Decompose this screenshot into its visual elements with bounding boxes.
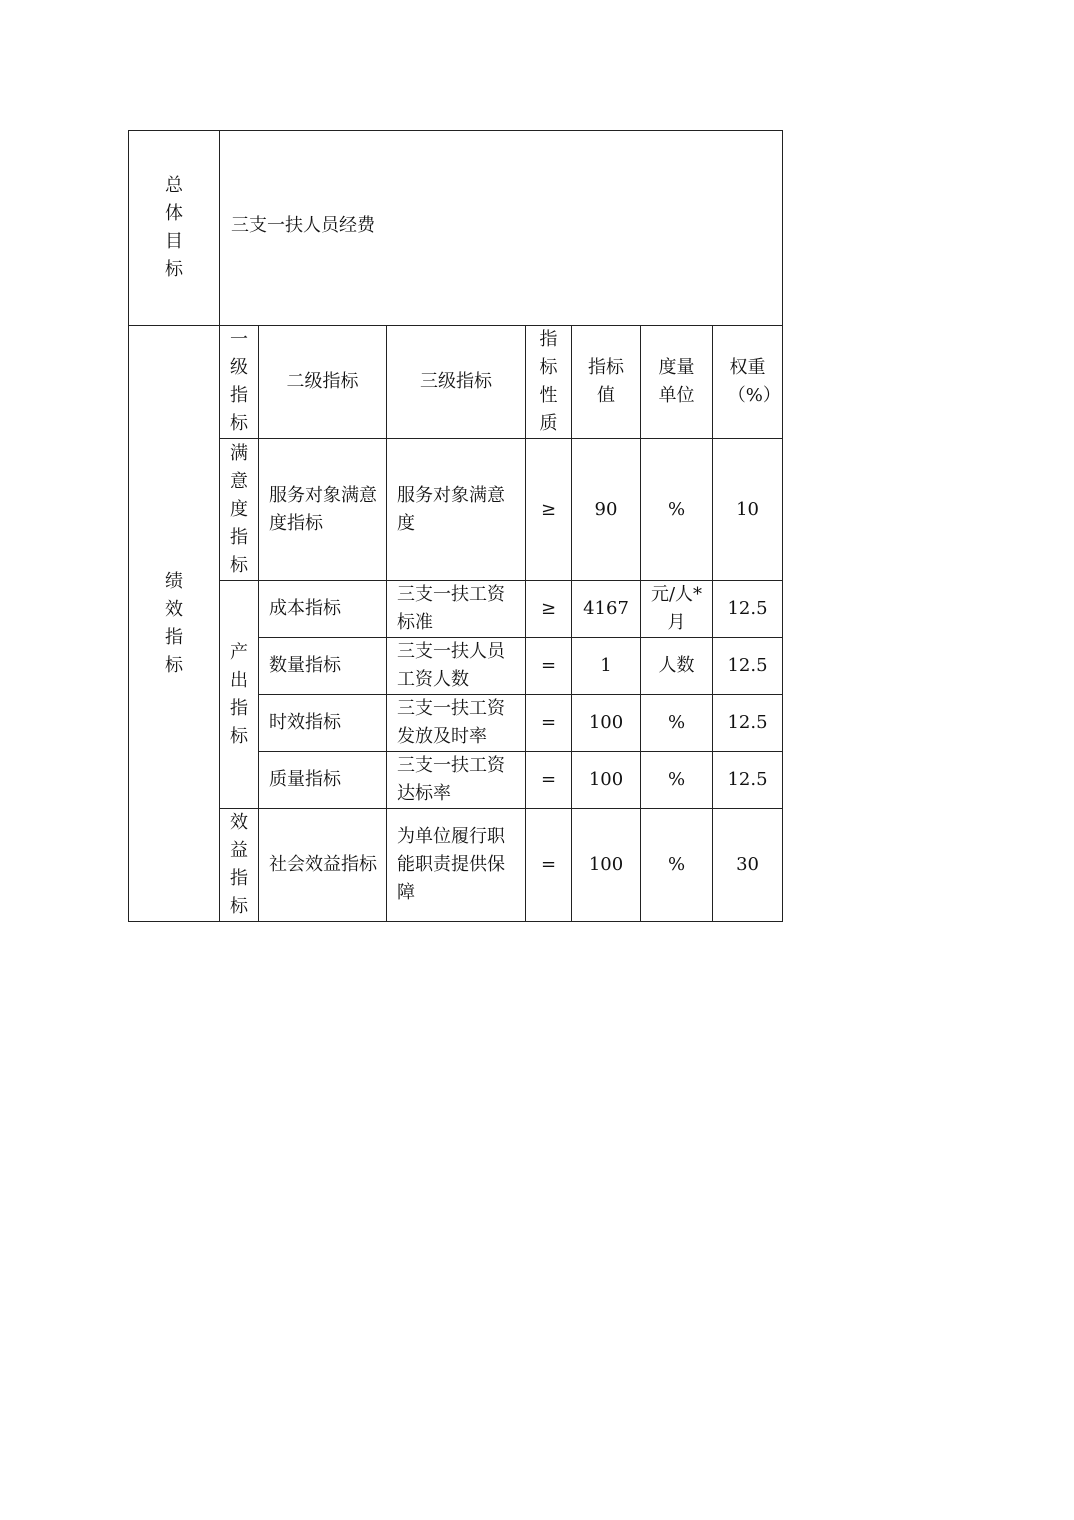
- performance-goal-table: [128, 130, 783, 922]
- nature-value: =: [540, 655, 557, 676]
- nature-value: =: [540, 712, 557, 733]
- overall-goal-label-cell: [129, 131, 220, 326]
- header-level1: 一级指标: [230, 329, 248, 434]
- unit-value: 人数: [658, 655, 695, 676]
- header-weight: 权重（%）: [727, 357, 781, 406]
- level2-label: 服务对象满意度指标: [269, 484, 377, 534]
- value-cell: [572, 581, 641, 638]
- level1-label: 产出指标: [230, 641, 248, 747]
- unit-cell: [641, 581, 713, 638]
- unit-value: %: [667, 854, 686, 875]
- weight-value: 30: [736, 854, 759, 875]
- nature-cell: [526, 809, 572, 922]
- weight-value: 10: [736, 498, 759, 520]
- header-unit-cell: [641, 326, 713, 439]
- level1-cell: [220, 809, 259, 922]
- header-nature-cell: [526, 326, 572, 439]
- table-row: [129, 809, 783, 922]
- level3-label: 为单位履行职能职责提供保障: [397, 826, 505, 903]
- unit-value: %: [667, 769, 686, 790]
- nature-value: =: [540, 769, 557, 790]
- level2-label: 成本指标: [269, 598, 341, 619]
- weight-value: 12.5: [727, 712, 768, 733]
- level3-label: 服务对象满意度: [397, 484, 505, 534]
- performance-label-cell: [129, 326, 220, 922]
- indicator-value: 100: [588, 712, 624, 733]
- level2-cell: [259, 695, 387, 752]
- nature-value: ≥: [540, 598, 557, 619]
- nature-value: ≥: [540, 498, 557, 520]
- overall-goal-content: 三支一扶人员经费: [231, 215, 375, 236]
- level2-cell: [259, 809, 387, 922]
- header-unit: 度量单位: [658, 357, 695, 406]
- level1-cell: [220, 581, 259, 809]
- indicator-value: 90: [594, 498, 618, 520]
- nature-cell: [526, 638, 572, 695]
- unit-cell: [641, 695, 713, 752]
- level1-label: 满意度指标: [230, 442, 248, 576]
- level3-cell: [387, 638, 526, 695]
- nature-value: =: [540, 854, 557, 875]
- level3-cell: [387, 695, 526, 752]
- level3-cell: [387, 581, 526, 638]
- level3-cell: [387, 809, 526, 922]
- indicator-value: 4167: [583, 598, 629, 619]
- weight-value: 12.5: [727, 598, 768, 619]
- indicator-value: 1: [600, 655, 612, 676]
- level2-cell: [259, 752, 387, 809]
- indicator-value: 100: [588, 769, 624, 790]
- overall-goal-row: [129, 131, 783, 326]
- nature-cell: [526, 695, 572, 752]
- level3-label: 三支一扶工资达标率: [397, 755, 505, 804]
- unit-value: %: [667, 498, 686, 520]
- value-cell: [572, 752, 641, 809]
- header-level1-cell: [220, 326, 259, 439]
- weight-value: 12.5: [727, 769, 768, 790]
- level3-cell: [387, 439, 526, 581]
- header-value-cell: [572, 326, 641, 439]
- value-cell: [572, 638, 641, 695]
- weight-cell: [713, 581, 783, 638]
- level2-label: 社会效益指标: [269, 854, 377, 875]
- header-level3-cell: [387, 326, 526, 439]
- level2-label: 数量指标: [269, 655, 341, 676]
- unit-cell: [641, 809, 713, 922]
- level1-cell: [220, 439, 259, 581]
- value-cell: [572, 695, 641, 752]
- weight-cell: [713, 752, 783, 809]
- weight-cell: [713, 809, 783, 922]
- indicator-value: 100: [588, 854, 624, 875]
- level2-label: 质量指标: [269, 769, 341, 790]
- header-nature: 指标性质: [539, 329, 558, 434]
- weight-value: 12.5: [727, 655, 768, 676]
- value-cell: [572, 809, 641, 922]
- weight-cell: [713, 638, 783, 695]
- weight-cell: [713, 695, 783, 752]
- level3-cell: [387, 752, 526, 809]
- overall-goal-content-cell: [220, 131, 783, 326]
- unit-cell: [641, 439, 713, 581]
- table-row: [129, 581, 783, 638]
- level3-label: 三支一扶工资标准: [397, 584, 505, 633]
- level2-cell: [259, 439, 387, 581]
- unit-value: 元/人*月: [650, 584, 703, 633]
- header-level2-cell: [259, 326, 387, 439]
- level3-label: 三支一扶人员工资人数: [397, 641, 505, 690]
- header-weight-cell: [713, 326, 783, 439]
- nature-cell: [526, 439, 572, 581]
- header-level2: 二级指标: [286, 371, 359, 392]
- level2-label: 时效指标: [269, 712, 341, 733]
- unit-value: %: [667, 712, 686, 733]
- table-row: [129, 439, 783, 581]
- unit-cell: [641, 638, 713, 695]
- header-level3: 三级指标: [420, 371, 492, 392]
- level3-label: 三支一扶工资发放及时率: [397, 698, 505, 747]
- overall-goal-label: 总体目标: [165, 175, 183, 280]
- level2-cell: [259, 581, 387, 638]
- nature-cell: [526, 581, 572, 638]
- indicator-header-row: [129, 326, 783, 439]
- value-cell: [572, 439, 641, 581]
- level1-label: 效益指标: [230, 812, 248, 917]
- unit-cell: [641, 752, 713, 809]
- header-value: 指标值: [588, 357, 624, 406]
- level2-cell: [259, 638, 387, 695]
- nature-cell: [526, 752, 572, 809]
- performance-label: 绩效指标: [165, 570, 183, 676]
- weight-cell: [713, 439, 783, 581]
